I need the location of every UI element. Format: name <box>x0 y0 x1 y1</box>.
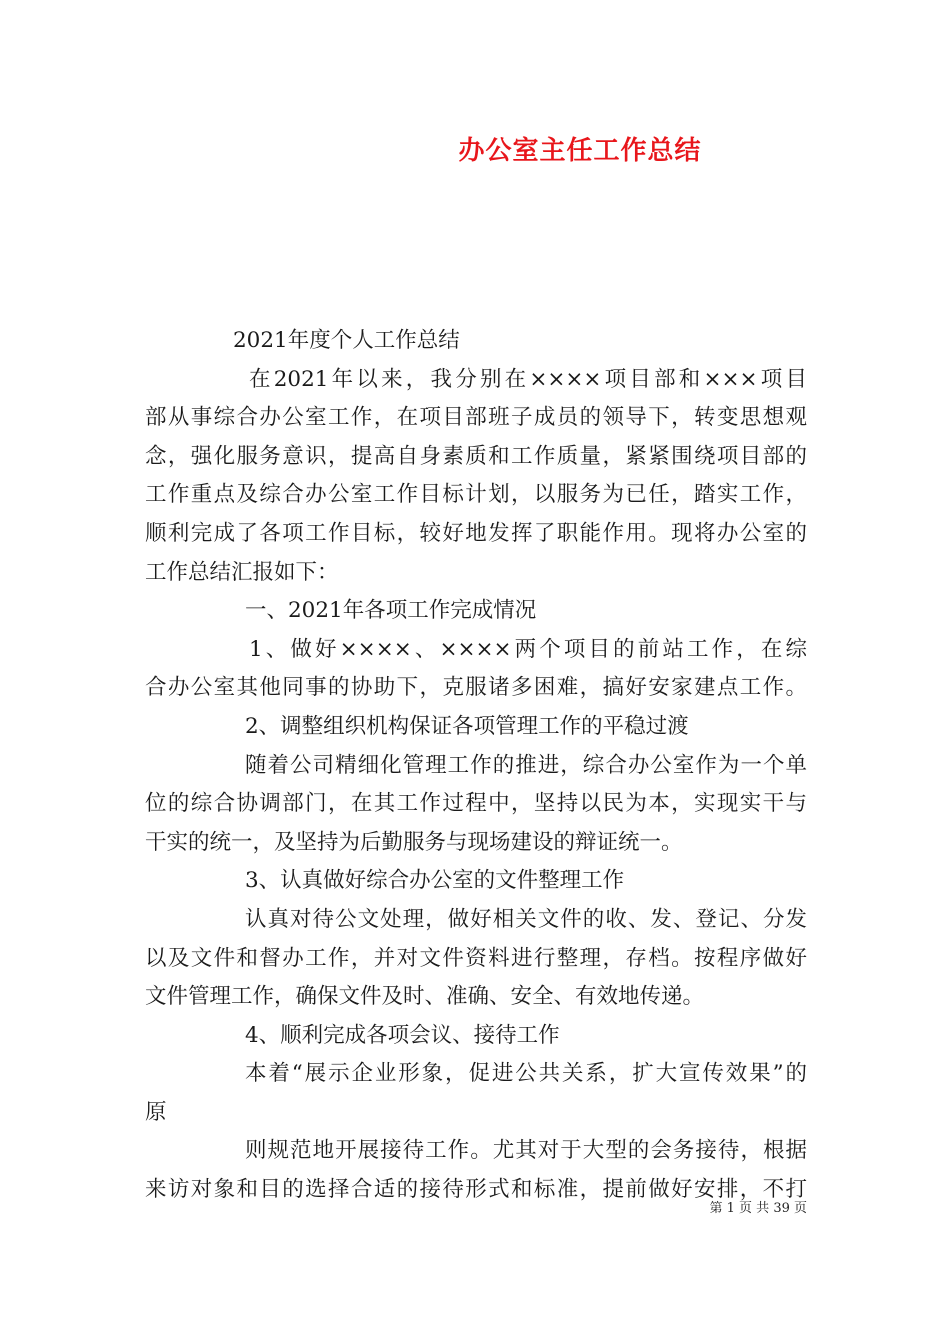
paragraph-line: 念，强化服务意识，提高自身素质和工作质量，紧紧围绕项目部的 <box>145 443 807 469</box>
paragraph-line: 本着“展示企业形象，促进公共关系，扩大宣传效果”的 <box>245 1061 807 1087</box>
paragraph-line: 位的综合协调部门，在其工作过程中，坚持以民为本，实现实干与 <box>145 791 807 817</box>
sub-heading: 3、认真做好综合办公室的文件整理工作 <box>245 868 625 894</box>
paragraph-line: 认真对待公文处理，做好相关文件的收、发、登记、分发 <box>245 906 807 932</box>
sub-heading: 4、顺利完成各项会议、接待工作 <box>245 1022 560 1048</box>
paragraph-line: 干实的统一，及坚持为后勤服务与现场建设的辩证统一。 <box>145 829 683 855</box>
document-body <box>145 322 807 1210</box>
paragraph-line: 原 <box>145 1099 167 1125</box>
paragraph-line: 合办公室其他同事的协助下，克服诸多困难，搞好安家建点工作。 <box>145 675 807 701</box>
document-title: 办公室主任工作总结 <box>458 136 702 166</box>
paragraph-line: 2021年度个人工作总结 <box>233 328 460 353</box>
paragraph-line: 以及文件和督办工作，并对文件资料进行整理，存档。按程序做好 <box>145 945 807 971</box>
paragraph-line: 1、做好××××、××××两个项目的前站工作，在综 <box>249 636 807 662</box>
page-number: 第 1 页 共 39 页 <box>709 1201 807 1216</box>
section-heading: 一、2021年各项工作完成情况 <box>245 598 537 624</box>
paragraph-line: 则规范地开展接待工作。尤其对于大型的会务接待，根据 <box>245 1138 807 1164</box>
paragraph-line: 文件管理工作，确保文件及时、准确、安全、有效地传递。 <box>145 984 705 1010</box>
paragraph-line: 顺利完成了各项工作目标，较好地发挥了职能作用。现将办公室的 <box>145 520 807 546</box>
paragraph-line: 随着公司精细化管理工作的推进，综合办公室作为一个单 <box>245 752 807 778</box>
sub-heading: 2、调整组织机构保证各项管理工作的平稳过渡 <box>245 713 689 739</box>
paragraph-line: 在2021年以来，我分别在××××项目部和×××项目 <box>249 366 807 392</box>
paragraph-line: 工作重点及综合办公室工作目标计划，以服务为已任，踏实工作， <box>145 482 807 508</box>
paragraph-line: 工作总结汇报如下： <box>145 559 339 585</box>
paragraph-line: 部从事综合办公室工作，在项目部班子成员的领导下，转变思想观 <box>145 405 807 431</box>
paragraph-line: 来访对象和目的选择合适的接待形式和标准，提前做好安排，不打 <box>145 1177 807 1203</box>
